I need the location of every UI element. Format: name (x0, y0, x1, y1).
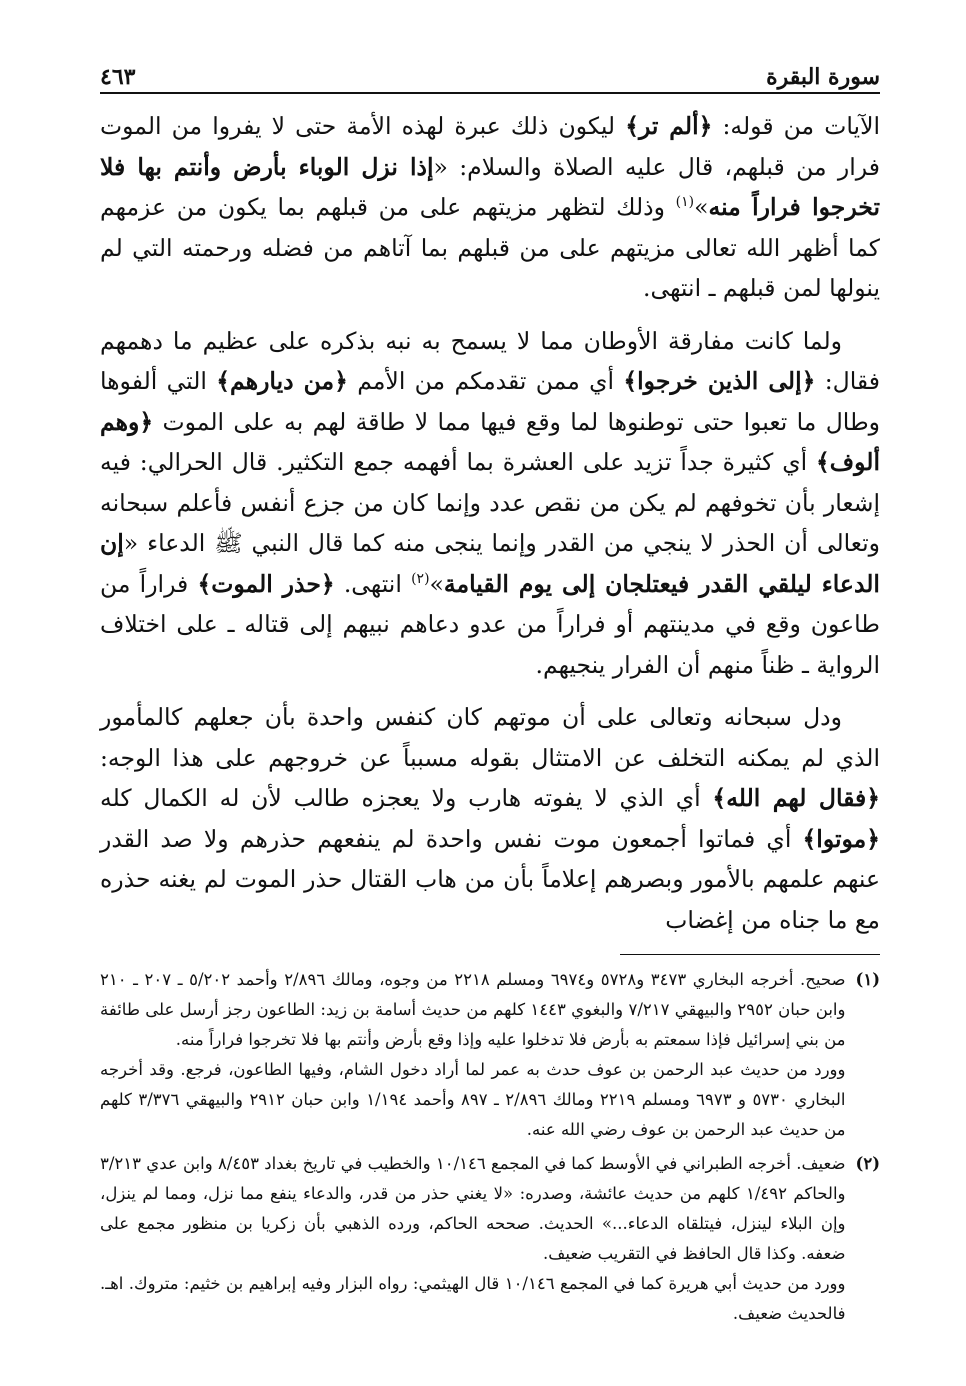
text-run: ولما كانت مفارقة الأوطان مما لا يسمح به نبه بذكره على عظيم ما دهمهم فقال: (100, 326, 880, 395)
text-run: » (694, 193, 709, 221)
hadith-quote: إن الدعاء ليلقي القدر فيعتلجان إلى يوم القيامة (100, 529, 880, 598)
text-run: انتهى. (334, 569, 412, 598)
footnotes (100, 965, 880, 1329)
quran-quote: ﴿حذر الموت﴾ (197, 569, 335, 598)
footnote-2 (100, 1149, 880, 1329)
text-run: » (429, 569, 444, 598)
text-run: أي فماتوا أجمعون موت نفس واحدة لم ينفعهم حذرهم ولا صد القدر عنهم علمهم بالأمور وبصرهم إعلاماً بأن من هاب القتال حذر الموت لم يغنه حذره مع ما جناه من إغضاب (100, 824, 880, 934)
quran-quote: ﴿من ديارهم﴾ (216, 367, 348, 395)
footnote-ref-2[interactable]: (٢) (411, 570, 430, 587)
footnote-1 (100, 965, 880, 1145)
page-number: ٤٦٣ (100, 64, 136, 90)
footnote-number: (٢) (855, 1154, 880, 1173)
text-run: التي ألفوها وطال ما تعبوا حتى توطنوها لما وقع فيها مما لا طاقة لهم به على الموت (100, 367, 880, 436)
footnote-divider (620, 954, 880, 955)
main-text (100, 106, 880, 940)
quran-quote: ﴿ألم تر﴾ (625, 112, 713, 140)
paragraph-2 (100, 321, 880, 686)
text-run: وذلك لتظهر مزيتهم على من قبلهم بما يكون من عزمهم كما أظهر الله تعالى مزيتهم على من قبلهم بما آتاهم من فضله ورحمته التي لم ينولها لمن قبلهم ـ انتهى. (100, 193, 880, 302)
footnote-body (100, 1149, 846, 1329)
text-run: ودل سبحانه وتعالى على أن موتهم كان كنفس واحدة بأن جعلهم كالمأمور الذي لم يمكنه التخلف عن الامتثال بقوله مسبباً عن خروجهم على هذا الوجه: (100, 703, 880, 772)
footnote-ref-1[interactable]: (١) (675, 194, 695, 211)
quran-quote: ﴿موتوا﴾ (802, 824, 880, 853)
footnote-body (100, 965, 846, 1145)
surah-title: سورة البقرة (766, 64, 880, 90)
footnote-number: (١) (855, 970, 880, 989)
text-run: ليكون ذلك عبرة لهذه الأمة حتى لا يفروا من الموت فرار من قبلهم، قال عليه الصلاة والسلام: « (100, 112, 880, 181)
quran-quote: ﴿إلى الذين خرجوا﴾ (623, 367, 816, 395)
paragraph-1 (100, 106, 880, 309)
text-run: أي كثيرة جداً تزيد على العشرة بما أفهمه جمع التكثير. قال الحرالي: فيه إشعار بأن تخوفهم لم يكن من نقص عدد وإنما كان من جزع أنفس فأعلم سبحانه وتعالى أن الحذر لا ينجي من القدر وإنما ينجى منه كما قال النبي ﷺ الدعاء « (100, 448, 880, 557)
text-run: أي ممن تقدمكم من الأمم (347, 367, 624, 395)
quran-quote: ﴿فقال لهم الله﴾ (712, 784, 880, 812)
text-run: الآيات من قوله: (712, 112, 880, 140)
book-page (100, 60, 880, 1360)
quran-quote: ﴿وهم ألوف﴾ (100, 407, 880, 476)
footnote-text: وورد من حديث أبي هريرة كما في المجمع ١٠/١٤٦ قال الهيثمي: رواه البزار وفيه إبراهيم بن خثيم: متروك. اهـ. فالحديث ضعيف. (100, 1274, 846, 1323)
footnote-text: وورد من حديث عبد الرحمن بن عوف حدث به عمر لما أراد دخول الشام، وفيها الطاعون، فرجع. وقد أخرجه البخاري ٥٧٣٠ و ٦٩٧٣ ومسلم ٢٢١٩ ومالك ٢/٨٩٦ ـ ٨٩٧ وأحمد ١/١٩٤ وابن حبان ٢٩١٢ والبيهقي ٣/٣٧٦ كلهم من حديث عبد الرحمن بن عوف رضي الله عنه. (100, 1060, 846, 1139)
text-run: أي الذي لا يفوته هارب ولا يعجزه طالب لأن له الكمال كله (100, 784, 713, 812)
paragraph-3 (100, 697, 880, 940)
running-header (100, 60, 880, 94)
hadith-quote: إذا نزل الوباء بأرض وأنتم بها فلا تخرجوا فراراً منه (100, 152, 880, 221)
text-run: فراراً من طاعون وقع في مدينتهم أو فراراً من عدو دعاهم نبيهم إلى قتاله ـ على اختلاف الرواية ـ ظناً منهم أن الفرار ينجيهم. (100, 569, 880, 679)
footnote-text: ضعيف. أخرجه الطبراني في الأوسط كما في المجمع ١٠/١٤٦ والخطيب في تاريخ بغداد ٨/٤٥٣ وابن عدي ٣/٢١٣ والحاكم ١/٤٩٢ كلهم من حديث عائشة، وصدره: «لا يغني حذر من قدر، والدعاء ينفع مما نزل، ومما لم ينزل، وإن البلاء لينزل، فيتلقاه الدعاء...» الحديث. صححه الحاكم، ورده الذهبي بأن زكريا بن منظور مجمع على ضعفه. وكذا قال الحافظ في التقريب ضعيف. (100, 1154, 846, 1263)
footnote-text: صحيح. أخرجه البخاري ٣٤٧٣ و٥٧٢٨ و٦٩٧٤ ومسلم ٢٢١٨ من وجوه، ومالك ٢/٨٩٦ وأحمد ٥/٢٠٢ ـ ٢٠٧ ـ ٢١٠ وابن حبان ٢٩٥٢ والبيهقي ٧/٢١٧ والبغوي ١٤٤٣ كلهم من حديث أسامة بن زيد: الطاعون رجز أرسل على طائفة من بني إسرائيل فإذا سمعتم به بأرض فلا تدخلوا عليه وإذا وقع بأرض وأنتم بها فلا تخرجوا فراراً منه. (100, 970, 846, 1049)
